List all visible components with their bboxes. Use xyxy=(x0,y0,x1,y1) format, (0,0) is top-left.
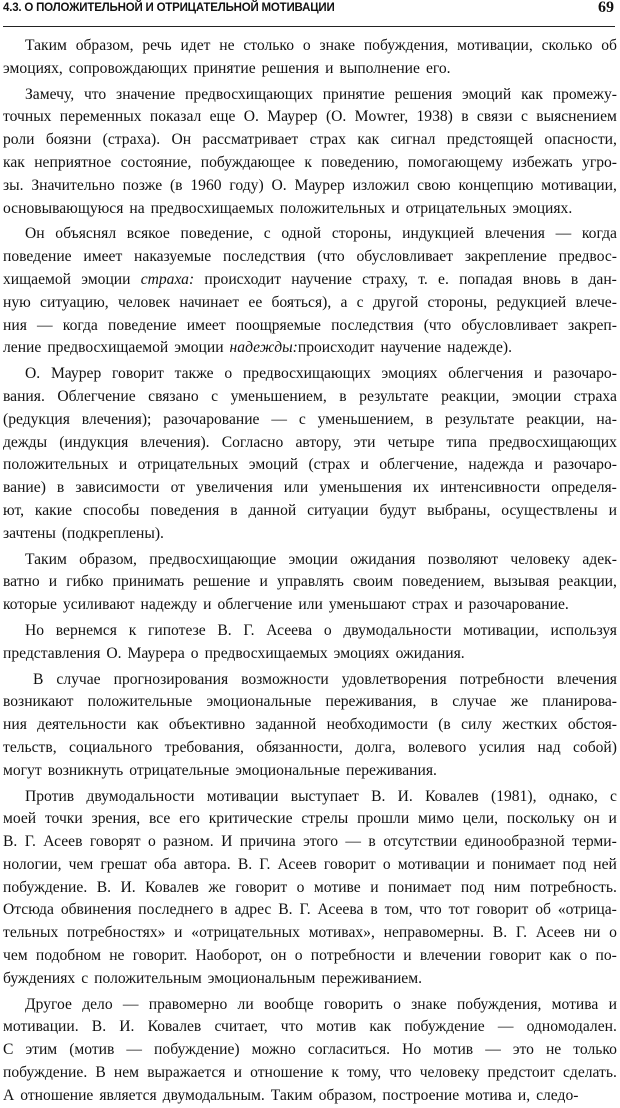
text-line: (редукция влечения); разочарование — с уменьшением, в результате реакции, на- xyxy=(3,410,617,428)
text-line: вание) в зависимости от увеличения или уменьшения их интенсивности определя- xyxy=(3,479,617,497)
text-line: Другое дело — правомерно ли вообще говорить о знаке побуждения, мотива и xyxy=(25,995,617,1013)
text-line: которые усиливают надежду и облегчение или уменьшают страх и разочарование. xyxy=(3,596,569,614)
text-line: нологии, чем грешат оба автора. В. Г. Асеев говорит о мотивации и понимает под ней xyxy=(3,855,617,873)
text-line: могут возникнуть отрицательные эмоциональные переживания. xyxy=(3,761,437,779)
text-line: Таким образом, предвосхищающие эмоции ожидания позволяют человеку адек- xyxy=(25,550,617,568)
text-line: как неприятное состояние, побуждающее к поведению, помогающему избежать угро- xyxy=(3,153,617,171)
text-line: ватно и гибко принимать решение и управлять своим поведением, вызывая реакции, xyxy=(3,573,617,591)
text-line: моей точки зрения, все его критические стрелы прошли мимо цели, поскольку он и xyxy=(3,810,617,828)
text-line: Таким образом, речь идет не столько о знаке побуждения, мотивации, сколько об xyxy=(25,37,617,54)
text-line: основывающуюся на предвосхищаемых положительных и отрицательных эмоциях. xyxy=(3,199,573,217)
text-line: возникают положительные эмоциональные переживания, в случае же планирова- xyxy=(3,693,617,711)
chapter-heading: 4.3. О ПОЛОЖИТЕЛЬНОЙ И ОТРИЦАТЕЛЬНОЙ МОТИВАЦИИ xyxy=(3,2,335,14)
text-line: Замечу, что значение предвосхищающих принятие решения эмоций как промежу- xyxy=(25,85,617,103)
text-line: поведение имеет наказуемые последствия (что обусловливает закрепление предвос- xyxy=(3,248,617,266)
text-line: эмоциях, сопровождающих принятие решения и выполнение его. xyxy=(3,59,451,77)
text-line: Отсюда обвинения последнего в адрес В. Г. Асеева в том, что тот говорит об «отрица- xyxy=(3,901,617,919)
text-line: хищаемой эмоции страха: происходит научение страху, т. е. попадая вновь в дан- xyxy=(3,270,617,288)
text-line: побуждение. В. И. Ковалев же говорит о мотиве и понимает под ним потребность. xyxy=(3,878,617,896)
text-line: тельств, социального требования, обязанности, долга, волевого усилия над собой) xyxy=(3,738,617,756)
text-line: точных переменных показал еще О. Маурер (O. Mowrer, 1938) в связи с выяснением xyxy=(3,108,617,126)
text-line: ную ситуацию, человек начинает ее бояться), а с другой стороны, редукцией влече- xyxy=(3,293,617,311)
text-line: положительных и отрицательных эмоций (страх и облегчение, надежда и разочаро- xyxy=(3,456,617,474)
text-line: вания. Облегчение связано с уменьшением, в результате реакции, эмоции страха xyxy=(3,387,617,405)
text-line: В. Г. Асеев говорят о разном. И причина этого — в отсутствии единообразной терми- xyxy=(3,833,617,851)
text-line: О. Маурер говорит также о предвосхищающих эмоциях облегчения и разочаро- xyxy=(25,365,617,383)
text-line: ление предвосхищаемой эмоции надежды: происходит научение надежде). xyxy=(3,339,512,357)
text-line: мотивации. В. И. Ковалев считает, что мотив как побуждение — одномодален. xyxy=(3,1018,617,1036)
text-line: буждениях с положительным эмоциональным переживанием. xyxy=(3,969,422,987)
page-number: 69 xyxy=(598,0,614,16)
text-line: представления О. Маурера о предвосхищаемых эмоциях ожидания. xyxy=(3,644,465,662)
text-line: А отношение является двумодальным. Таким образом, построение мотива и, следо- xyxy=(3,1086,579,1104)
body-text xyxy=(0,35,620,1108)
text-line: Он объяснял всякое поведение, с одной стороны, индукцией влечения — когда xyxy=(25,225,617,243)
text-line: тельных потребностях» и «отрицательных мотивах», неправомерны. В. Г. Асеев ни о xyxy=(3,924,617,942)
text-line: роли боязни (страха). Он рассматривает страх как сигнал предстоящей опасности, xyxy=(3,131,617,149)
text-line: ния деятельности как объективно заданной необходимости (в силу жестких обстоя- xyxy=(3,716,617,734)
text-line: зачтены (подкреплены). xyxy=(3,524,164,542)
text-line: Но вернемся к гипотезе В. Г. Асеева о двумодальности мотивации, используя xyxy=(25,621,617,639)
text-line: С этим (мотив — побуждение) можно согласиться. Но мотив — это не только xyxy=(3,1041,617,1059)
running-header xyxy=(3,0,615,27)
text-line: ния — когда поведение имеет поощряемые последствия (что обусловливает закреп- xyxy=(3,316,617,334)
text-line: дежды (индукция влечения). Согласно автору, эти четыре типа предвосхищающих xyxy=(3,433,617,451)
text-line: ют, какие способы поведения в данной ситуации будут выбраны, осуществлены и xyxy=(3,501,617,519)
text-line: Против двумодальности мотивации выступает В. И. Ковалев (1981), однако, с xyxy=(25,787,617,805)
text-line: побуждение. В нем выражается и отношение к тому, что человеку предстоит сделать. xyxy=(3,1064,617,1082)
text-line: чем подобном не говорит. Наоборот, он о потребности и влечении говорит как о по- xyxy=(3,947,617,965)
text-line: В случае прогнозирования возможности удовлетворения потребности влечения xyxy=(33,670,617,688)
text-line: зы. Значительно позже (в 1960 году) О. Маурер изложил свою концепцию мотивации, xyxy=(3,176,617,194)
